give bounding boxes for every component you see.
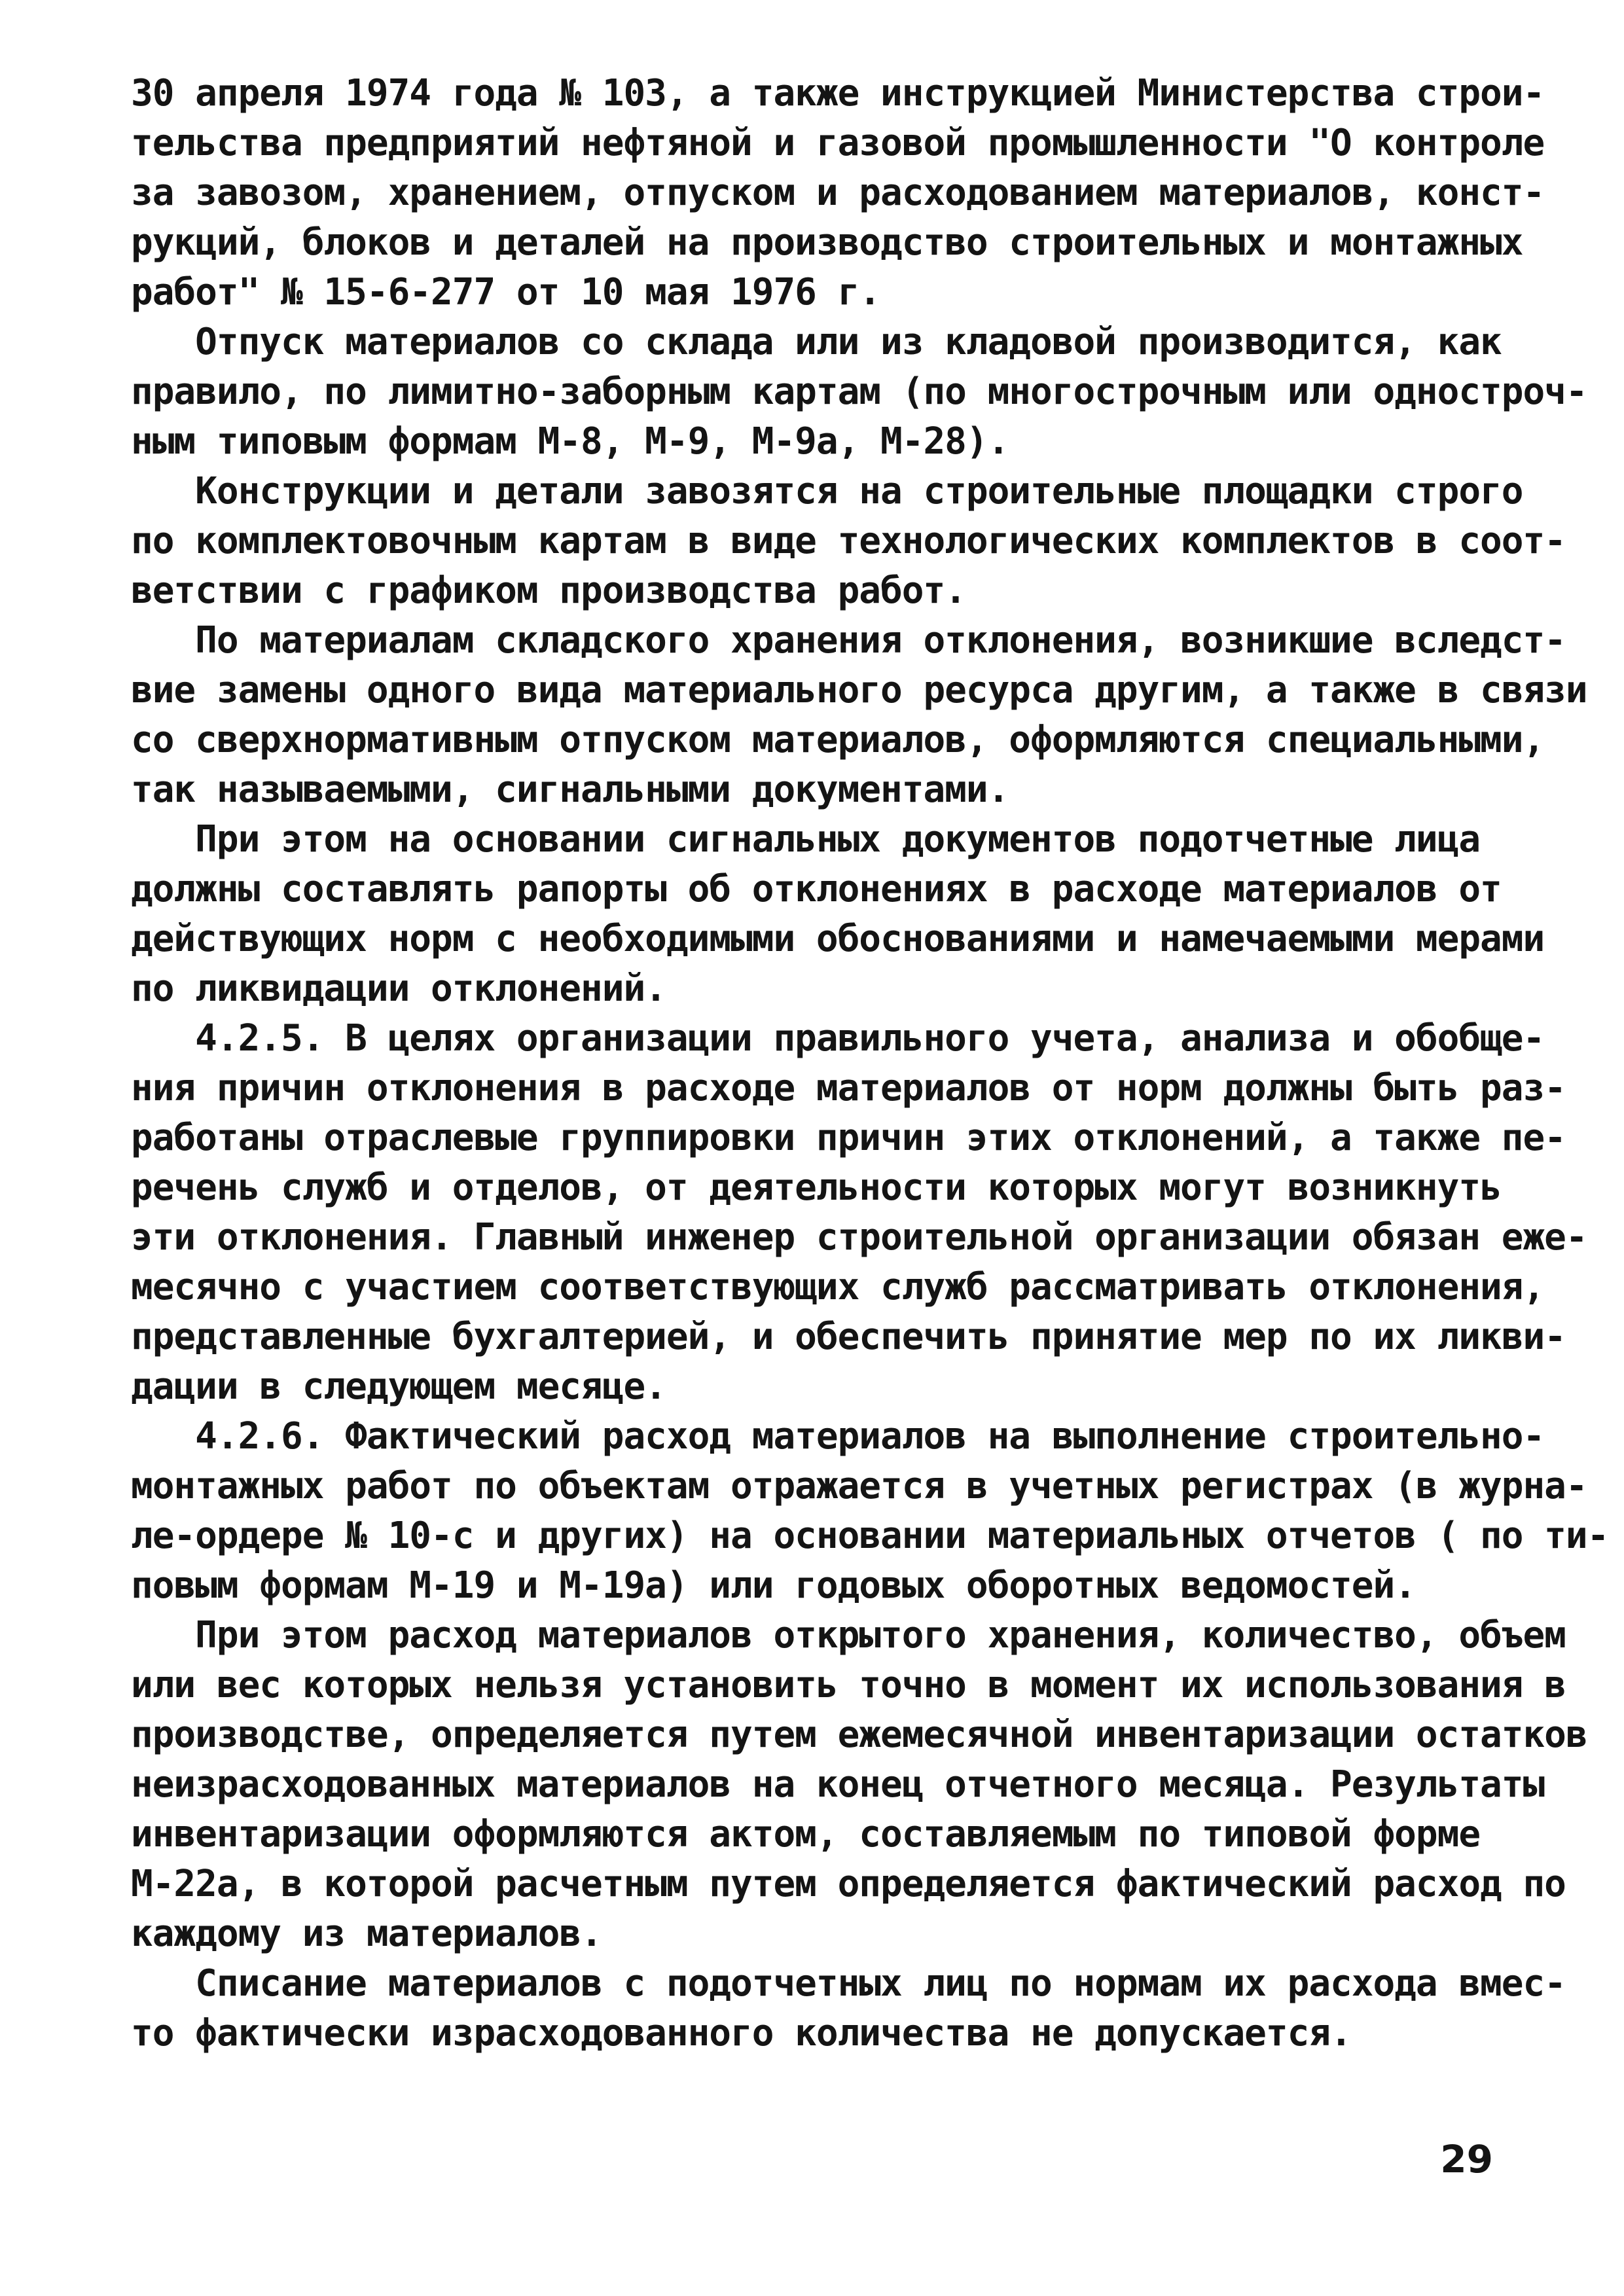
text-line: работаны отраслевые группировки причин этих отклонений, а также пе- bbox=[131, 1117, 1566, 1159]
text-line: При этом на основании сигнальных документов подотчетные лица bbox=[131, 818, 1481, 861]
text-line: или вес которых нельзя установить точно в момент их использования в bbox=[131, 1664, 1566, 1706]
text-line: по комплектовочным картам в виде технологических комплектов в соот- bbox=[131, 520, 1566, 562]
text-line: правило, по лимитно-заборным картам (по многострочным или одностроч- bbox=[131, 370, 1587, 413]
text-line: вие замены одного вида материального ресурса другим, а также в связи bbox=[131, 669, 1587, 711]
text-line: тельства предприятий нефтяной и газовой промышленности "О контроле bbox=[131, 122, 1545, 164]
page-number: 29 bbox=[1440, 2137, 1493, 2181]
text-line: 4.2.6. Фактический расход материалов на выполнение строительно- bbox=[131, 1415, 1545, 1458]
text-line: 30 апреля 1974 года № 103, а также инструкцией Министерства строи- bbox=[131, 72, 1545, 115]
text-line: ния причин отклонения в расходе материалов от норм должны быть раз- bbox=[131, 1067, 1566, 1109]
text-line: При этом расход материалов открытого хранения, количество, объем bbox=[131, 1614, 1566, 1657]
text-line: неизрасходованных материалов на конец отчетного месяца. Результаты bbox=[131, 1763, 1545, 1806]
text-line: ле-ордере № 10-с и других) на основании материальных отчетов ( по ти- bbox=[131, 1515, 1609, 1557]
text-line: по ликвидации отклонений. bbox=[131, 967, 666, 1010]
text-line: Отпуск материалов со склада или из кладовой производится, как bbox=[131, 321, 1502, 363]
text-line: работ" № 15-6-277 от 10 мая 1976 г. bbox=[131, 271, 881, 314]
text-line: каждому из материалов. bbox=[131, 1912, 602, 1955]
text-line: монтажных работ по объектам отражается в учетных регистрах (в журна- bbox=[131, 1465, 1587, 1507]
text-line: ным типовым формам М-8, М-9, М-9а, М-28). bbox=[131, 420, 1009, 463]
text-line: то фактически израсходованного количества не допускается. bbox=[131, 2012, 1352, 2054]
text-line: эти отклонения. Главный инженер строительной организации обязан еже- bbox=[131, 1216, 1587, 1259]
text-line: производстве, определяется путем ежемесячной инвентаризации остатков bbox=[131, 1713, 1587, 1756]
body-text bbox=[131, 69, 1609, 2058]
text-line: повым формам М-19 и М-19а) или годовых оборотных ведомостей. bbox=[131, 1564, 1416, 1607]
text-line: дации в следующем месяце. bbox=[131, 1365, 666, 1408]
text-line: По материалам складского хранения отклонения, возникшие вследст- bbox=[131, 619, 1566, 662]
text-line: должны составлять рапорты об отклонениях в расходе материалов от bbox=[131, 868, 1502, 910]
text-line: Списание материалов с подотчетных лиц по нормам их расхода вмес- bbox=[131, 1962, 1566, 2005]
text-line: М-22а, в которой расчетным путем определяется фактический расход по bbox=[131, 1863, 1566, 1905]
text-line: так называемыми, сигнальными документами. bbox=[131, 768, 1009, 811]
text-line: инвентаризации оформляются актом, составляемым по типовой форме bbox=[131, 1813, 1481, 1856]
text-line: месячно с участием соответствующих служб рассматривать отклонения, bbox=[131, 1266, 1545, 1308]
text-line: действующих норм с необходимыми обоснованиями и намечаемыми мерами bbox=[131, 918, 1545, 960]
text-line: рукций, блоков и деталей на производство строительных и монтажных bbox=[131, 221, 1523, 264]
text-line: Конструкции и детали завозятся на строительные площадки строго bbox=[131, 470, 1523, 512]
text-line: со сверхнормативным отпуском материалов, оформляются специальными, bbox=[131, 719, 1545, 761]
text-line: за завозом, хранением, отпуском и расходованием материалов, конст- bbox=[131, 171, 1545, 214]
text-line: представленные бухгалтерией, и обеспечить принятие мер по их ликви- bbox=[131, 1316, 1566, 1358]
text-line: 4.2.5. В целях организации правильного учета, анализа и обобще- bbox=[131, 1017, 1545, 1060]
text-line: речень служб и отделов, от деятельности которых могут возникнуть bbox=[131, 1166, 1502, 1209]
text-line: ветствии с графиком производства работ. bbox=[131, 569, 966, 612]
